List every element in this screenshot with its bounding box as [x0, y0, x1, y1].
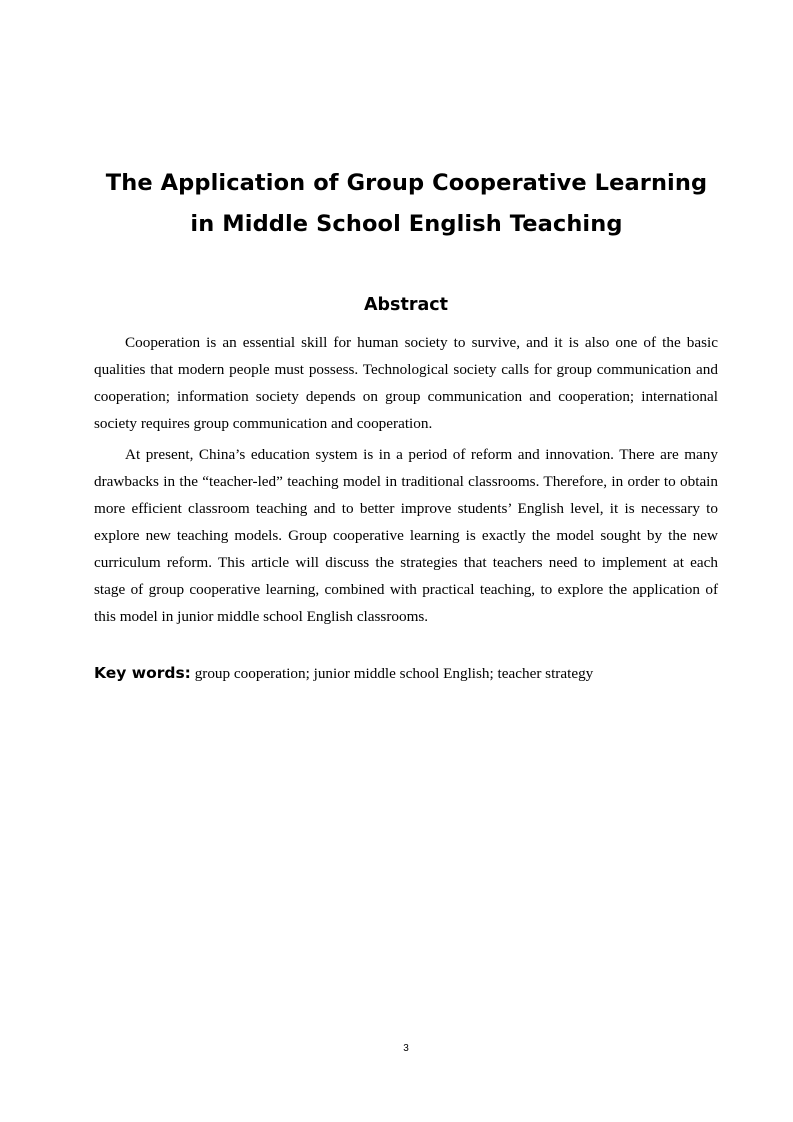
abstract-paragraph-1: Cooperation is an essential skill for human society to survive, and it is also one of the basic qualities that modern people must possess. Technological society calls for group communication and cooperation; information society depends on group communication and cooperation; international society requires group communication and cooperation. [94, 334, 718, 432]
title-line-1: The Application of Group Cooperative Learning [105, 170, 708, 196]
title-line-2: in Middle School English Teaching [190, 211, 623, 237]
abstract-body [94, 329, 718, 634]
keywords-line [94, 660, 718, 687]
page-number: 3 [403, 1043, 409, 1054]
paper-title [80, 163, 733, 245]
keywords-text: group cooperation; junior middle school English; teacher strategy [194, 665, 594, 682]
abstract-paragraph-2: At present, China’s education system is in a period of reform and innovation. There are many drawbacks in the “teacher-led” teaching model in traditional classrooms. Therefore, in order to obtain more efficient classroom teaching and to better improve students’ English level, it is necessary to explore new teaching models. Group cooperative learning is exactly the model sought by the new curriculum reform. This article will discuss the strategies that teachers need to implement at each stage of group cooperative learning, combined with practical teaching, to explore the application of this model in junior middle school English classrooms. [94, 446, 718, 625]
keywords-label: Key words: [94, 664, 191, 682]
abstract-heading: Abstract [363, 295, 449, 315]
